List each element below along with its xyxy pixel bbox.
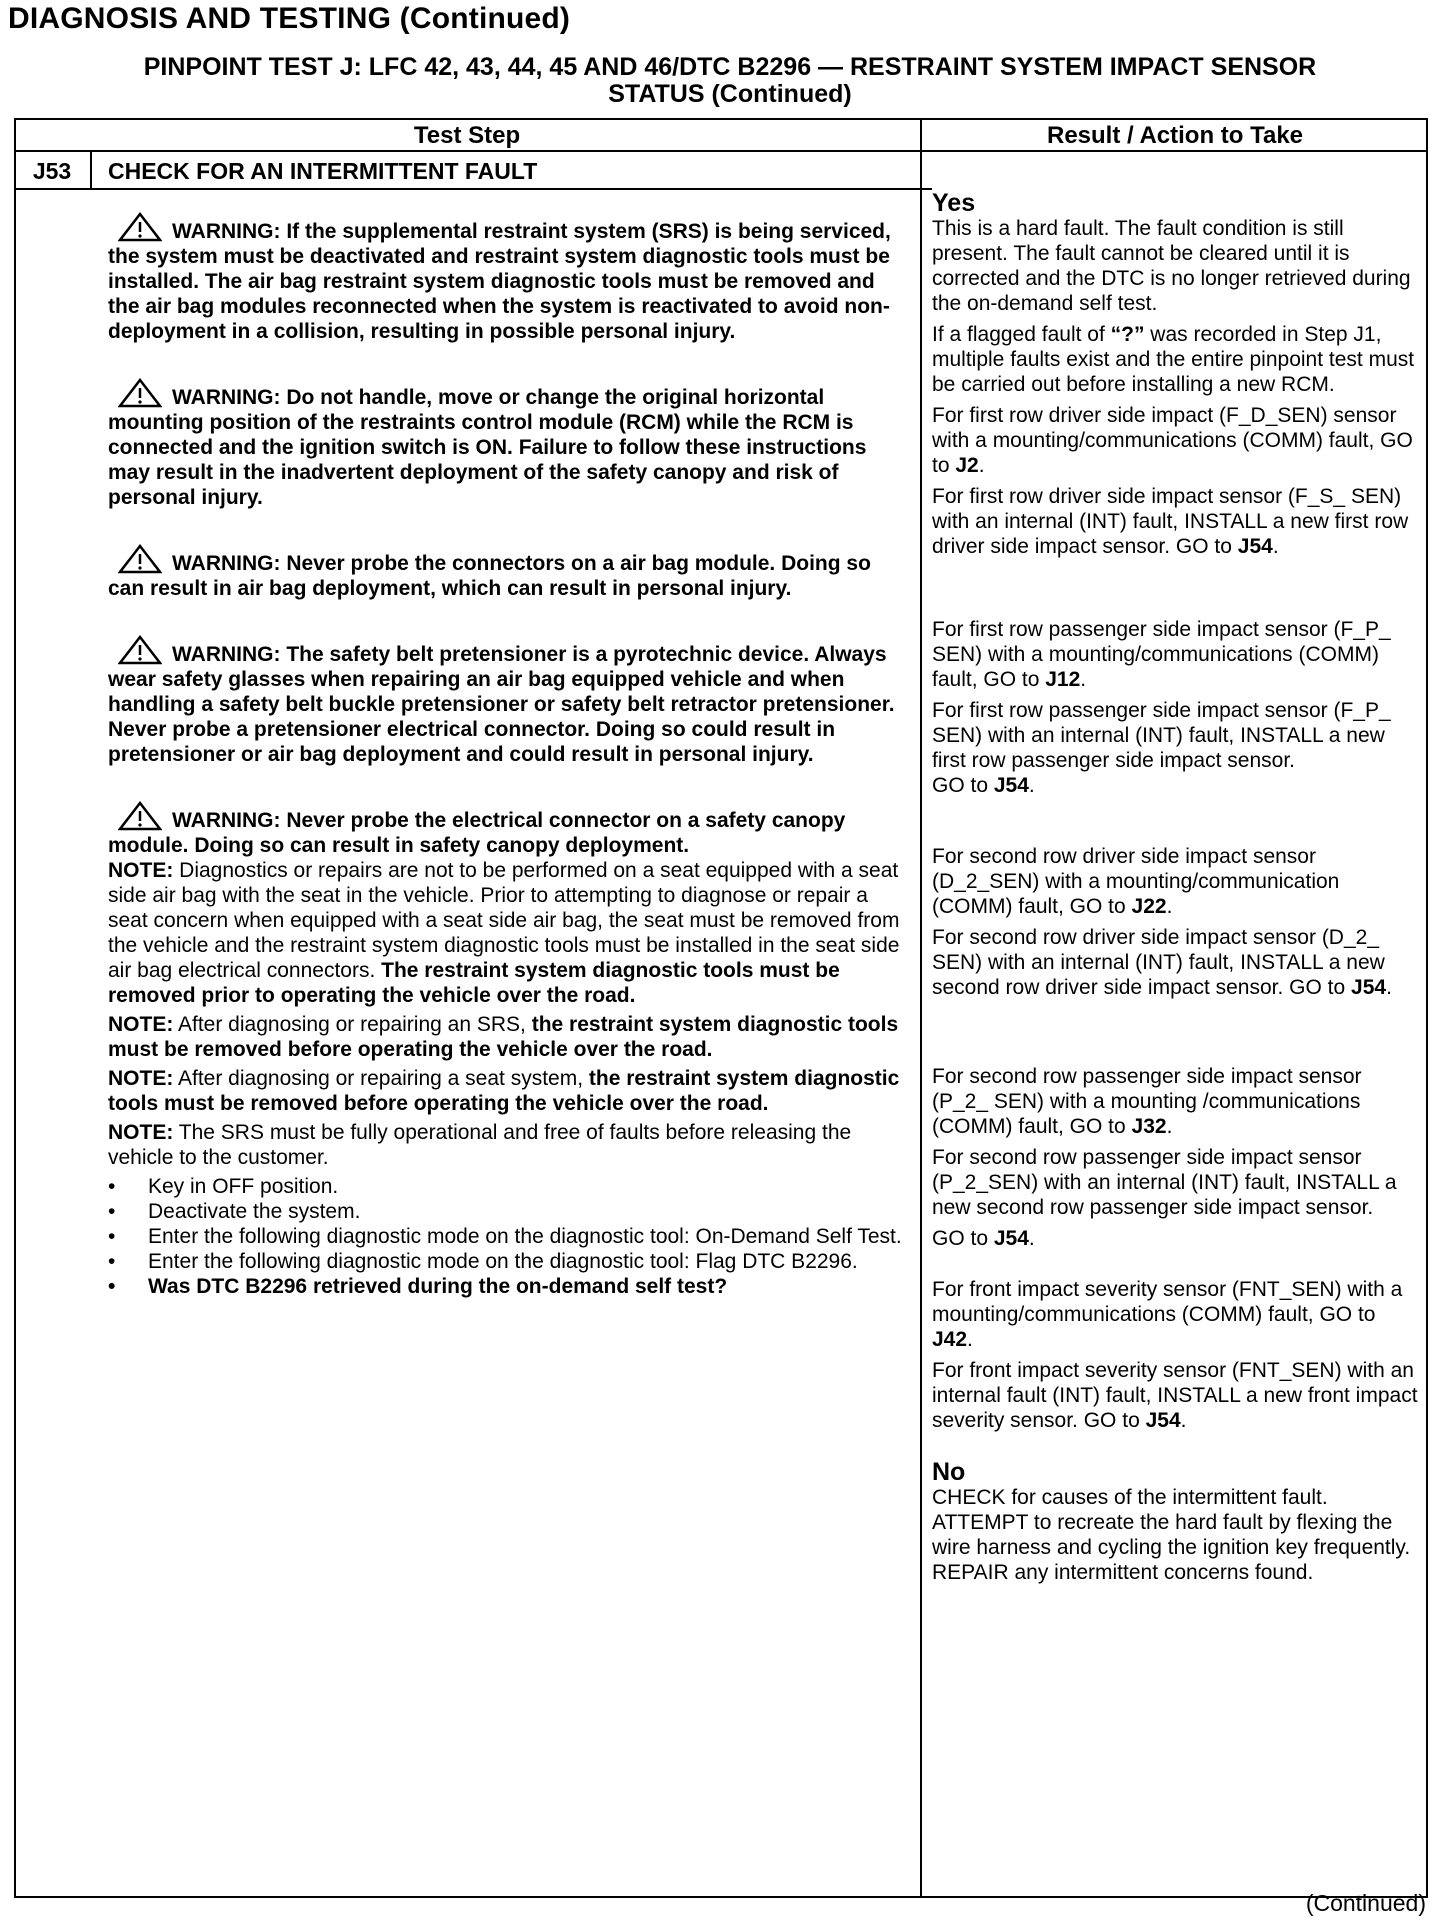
warning-block [108, 544, 908, 601]
warning-text: WARNING: If the supplemental restraint system (SRS) is being serviced, the system must be deactivated and restraint system diagnostic tools must be installed. The air bag restraint system diagnostic tools must be removed and the air bag modules reconnected when the system is reactivated to avoid non-deployment in a collision, resulting in possible personal injury. [108, 220, 891, 343]
note-emphasis: the restraint system diagnostic tools must be removed before operating the vehicle over the road. [108, 1067, 900, 1115]
result-paragraph: For first row passenger side impact sensor (F_P_ SEN) with a mounting/communications (COMM) fault, GO to J12. [932, 618, 1391, 691]
step-title: CHECK FOR AN INTERMITTENT FAULT [108, 158, 538, 184]
result-paragraph: For second row passenger side impact sensor (P_2_SEN) with an internal (INT) fault, INSTALL a new second row passenger side impact sensor. [932, 1146, 1397, 1219]
warning-triangle-icon [118, 635, 162, 665]
warning-text: WARNING: The safety belt pretensioner is a pyrotechnic device. Always wear safety glasses when repairing an air bag equipped vehicle and when handling a safety belt buckle pretensioner or safety belt retractor pretensioner. Never probe a pretensioner electrical connector. Doing so could result in pretensioner or air bag deployment and could result in personal injury. [108, 643, 895, 766]
result-paragraph: For second row driver side impact sensor (D_2_SEN) with a mounting/communication (COMM) fault, GO to J22. [932, 845, 1340, 918]
note-text: After diagnosing or repairing a seat system, [173, 1067, 589, 1090]
note-text: After diagnosing or repairing an SRS, [173, 1013, 532, 1036]
no-label: No [932, 1458, 966, 1486]
result-paragraph: GO to J54. [932, 774, 1035, 797]
result-paragraph: For front impact severity sensor (FNT_SEN) with an internal fault (INT) fault, INSTALL a new front impact severity sensor. GO to J54. [932, 1359, 1418, 1432]
step-reference: J54 [1237, 535, 1273, 558]
result-paragraph [932, 322, 1422, 397]
list-item: • Enter the following diagnostic mode on the diagnostic tool: On-Demand Self Test. [108, 1224, 908, 1249]
table-divider [14, 188, 932, 190]
note-block [108, 1012, 908, 1062]
table-divider [14, 150, 1428, 152]
result-text: For second row driver side impact sensor (D_2_SEN) with a mounting/communication (COMM) fault, GO to [932, 845, 1340, 918]
continued-label: (Continued) [1305, 1890, 1426, 1916]
note-block [108, 858, 908, 1008]
yes-label: Yes [932, 189, 976, 217]
warning-triangle-icon [118, 544, 162, 574]
page-title: DIAGNOSIS AND TESTING (Continued) [8, 2, 571, 35]
warning-text: WARNING: Never probe the electrical connector on a safety canopy module. Doing so can result in safety canopy deployment. [108, 809, 846, 857]
col-header-result: Result / Action to Take [1046, 122, 1304, 149]
flag-symbol: “?” [1110, 323, 1145, 346]
step-reference: J2 [955, 454, 979, 477]
result-text: For first row passenger side impact sensor (F_P_ SEN) with a mounting/communications (COMM) fault, GO to [932, 618, 1391, 691]
result-paragraph: For second row driver side impact sensor (D_2_ SEN) with an internal (INT) fault, INSTALL a new second row driver side impact sensor. GO to J54. [932, 926, 1392, 999]
note-emphasis: The restraint system diagnostic tools must be removed prior to operating the vehicle over the road. [108, 959, 840, 1007]
step-id-divider [90, 150, 92, 188]
list-item: • Key in OFF position. [108, 1174, 908, 1199]
warning-text: WARNING: Never probe the connectors on a air bag module. Doing so can result in air bag deployment, which can result in personal injury. [108, 552, 871, 600]
step-reference: J32 [1131, 1115, 1167, 1138]
result-text: For first row driver side impact (F_D_SEN) sensor with a mounting/communications (COMM) fault, GO to [932, 404, 1413, 477]
note-label: NOTE: [108, 1067, 174, 1090]
warning-triangle-icon [118, 801, 162, 831]
note-emphasis: the restraint system diagnostic tools must be removed before operating the vehicle over the road. [108, 1013, 899, 1061]
col-header-test-step: Test Step [413, 122, 521, 149]
note-text: Diagnostics or repairs are not to be performed on a seat equipped with a seat side air bag with the seat in the vehicle. Prior to attempting to diagnose or repair a seat concern when equipped with a seat side air bag, the seat must be removed from the vehicle and the restraint system diagnostic tools must be installed in the seat side air bag electrical connectors. [108, 859, 900, 982]
note-label: NOTE: [108, 1013, 174, 1036]
result-text: was recorded in Step J1, multiple faults exist and the entire pinpoint test must be carried out before installing a new RCM. [932, 323, 1415, 396]
note-block [108, 1120, 908, 1170]
warning-block [108, 635, 908, 767]
warning-triangle-icon [118, 378, 162, 408]
procedure-list [108, 1174, 908, 1299]
step-reference: J42 [932, 1328, 968, 1351]
step-reference: J54 [993, 774, 1029, 797]
test-title-line-1: PINPOINT TEST J: LFC 42, 43, 44, 45 AND 46/DTC B2296 — RESTRAINT SYSTEM IMPACT SENSOR [143, 53, 1317, 81]
pinpoint-test-title [30, 54, 1430, 108]
result-paragraph: For second row passenger side impact sensor (P_2_ SEN) with a mounting /communications (COMM) fault, GO to J32. [932, 1065, 1362, 1138]
column-divider [920, 118, 922, 1898]
list-item: • Enter the following diagnostic mode on the diagnostic tool: Flag DTC B2296. [108, 1249, 908, 1274]
note-label: NOTE: [108, 859, 174, 882]
result-paragraph: This is a hard fault. The fault condition is still present. The fault cannot be cleared until it is corrected and the DTC is no longer retrieved during the on-demand self test. [932, 217, 1411, 315]
result-action-content [932, 190, 1422, 1591]
warning-triangle-icon [118, 212, 162, 242]
result-text: GO to [932, 1227, 994, 1250]
test-title-line-2: STATUS (Continued) [608, 80, 852, 108]
warning-block [108, 801, 908, 858]
result-paragraph: GO to J54. [932, 1227, 1035, 1250]
result-text: If a flagged fault of [932, 323, 1111, 346]
result-text: For second row driver side impact sensor (D_2_ SEN) with an internal (INT) fault, INSTALL a new second row driver side impact sensor. GO to [932, 926, 1385, 999]
step-reference: J54 [993, 1227, 1029, 1250]
step-reference: J22 [1131, 895, 1167, 918]
step-id: J53 [32, 158, 72, 184]
warning-block [108, 212, 908, 344]
result-paragraph: For first row driver side impact sensor (F_S_ SEN) with an internal (INT) fault, INSTALL a new first row driver side impact sensor. GO to J54. [932, 485, 1409, 558]
result-text: GO to [932, 774, 994, 797]
warning-block [108, 378, 908, 510]
step-reference: J54 [1145, 1409, 1181, 1432]
result-paragraph: For first row passenger side impact sensor (F_P_ SEN) with an internal (INT) fault, INSTALL a new first row passenger side impact sensor. [932, 699, 1391, 772]
result-text: For first row driver side impact sensor (F_S_ SEN) with an internal (INT) fault, INSTALL a new first row driver side impact sensor. GO to [932, 485, 1409, 558]
note-text: The SRS must be fully operational and free of faults before releasing the vehicle to the customer. [108, 1121, 852, 1169]
list-item: • Deactivate the system. [108, 1199, 908, 1224]
list-item-question: • Was DTC B2296 retrieved during the on-demand self test? [108, 1274, 908, 1299]
step-reference: J12 [1045, 668, 1081, 691]
note-block [108, 1066, 908, 1116]
result-paragraph: For first row driver side impact (F_D_SEN) sensor with a mounting/communications (COMM) fault, GO to J2. [932, 404, 1413, 477]
note-label: NOTE: [108, 1121, 174, 1144]
result-text: For second row passenger side impact sensor (P_2_ SEN) with a mounting /communications (COMM) fault, GO to [932, 1065, 1362, 1138]
result-paragraph: CHECK for causes of the intermittent fault. ATTEMPT to recreate the hard fault by flexing the wire harness and cycling the ignition key frequently. REPAIR any intermittent concerns found. [932, 1486, 1411, 1584]
result-text: For front impact severity sensor (FNT_SEN) with a mounting/communications (COMM) fault, GO to [932, 1278, 1403, 1326]
step-reference: J54 [1351, 976, 1387, 999]
result-paragraph: For front impact severity sensor (FNT_SEN) with a mounting/communications (COMM) fault, GO to J42. [932, 1278, 1403, 1351]
result-text: For front impact severity sensor (FNT_SEN) with an internal fault (INT) fault, INSTALL a new front impact severity sensor. GO to [932, 1359, 1418, 1432]
test-step-content [108, 212, 908, 1299]
warning-text: WARNING: Do not handle, move or change the original horizontal mounting position of the restraints control module (RCM) while the RCM is connected and the ignition switch is ON. Failure to follow these instructions may result in the inadvertent deployment of the safety canopy and risk of personal injury. [108, 386, 867, 509]
